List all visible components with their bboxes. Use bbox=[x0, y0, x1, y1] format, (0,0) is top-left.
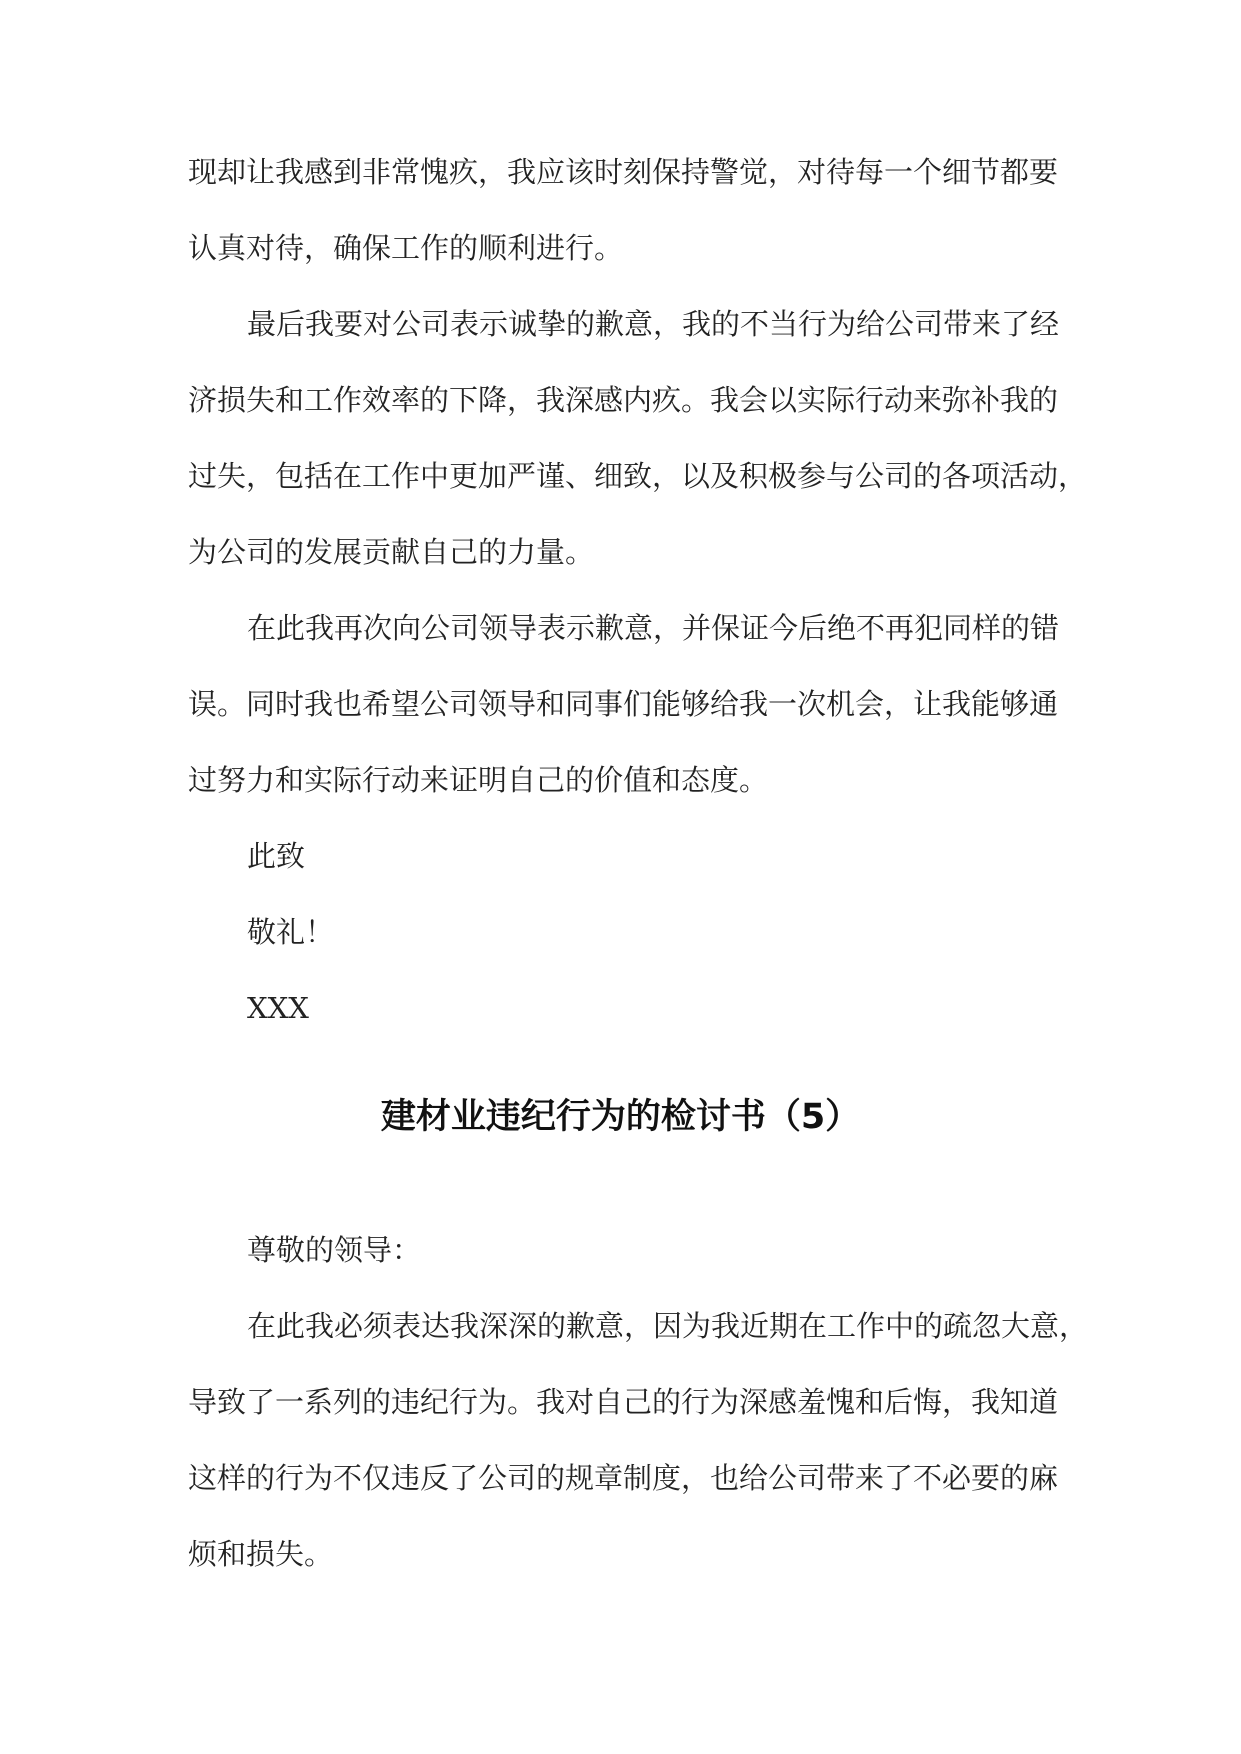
signature: XXX bbox=[247, 991, 309, 1025]
paragraph-line: 烦和损失。 bbox=[188, 1537, 334, 1571]
paragraph-line: 过失，包括在工作中更加严谨、细致，以及积极参与公司的各项活动， bbox=[188, 459, 1088, 493]
paragraph-line: 认真对待，确保工作的顺利进行。 bbox=[188, 231, 624, 265]
paragraph-line: 在此我必须表达我深深的歉意，因为我近期在工作中的疏忽大意， bbox=[247, 1309, 1089, 1343]
paragraph-line: 现却让我感到非常愧疚，我应该时刻保持警觉，对待每一个细节都要 bbox=[188, 155, 1059, 189]
paragraph-line: 为公司的发展贡献自己的力量。 bbox=[188, 535, 595, 569]
paragraph-line: 这样的行为不仅违反了公司的规章制度，也给公司带来了不必要的麻 bbox=[188, 1461, 1059, 1495]
paragraph-line: 济损失和工作效率的下降，我深感内疚。我会以实际行动来弥补我的 bbox=[188, 383, 1059, 417]
paragraph-line: 在此我再次向公司领导表示歉意，并保证今后绝不再犯同样的错 bbox=[247, 611, 1060, 645]
paragraph-line: 导致了一系列的违纪行为。我对自己的行为深感羞愧和后悔，我知道 bbox=[188, 1385, 1059, 1419]
paragraph-line: 最后我要对公司表示诚挚的歉意，我的不当行为给公司带来了经 bbox=[247, 307, 1060, 341]
greeting: 尊敬的领导： bbox=[247, 1233, 422, 1267]
closing-salutation: 此致 bbox=[247, 839, 306, 873]
paragraph-line: 过努力和实际行动来证明自己的价值和态度。 bbox=[188, 763, 769, 797]
closing-regards: 敬礼！ bbox=[247, 915, 335, 949]
section-title: 建材业违纪行为的检讨书（5） bbox=[380, 1097, 861, 1137]
paragraph-line: 误。同时我也希望公司领导和同事们能够给我一次机会，让我能够通 bbox=[188, 687, 1059, 721]
